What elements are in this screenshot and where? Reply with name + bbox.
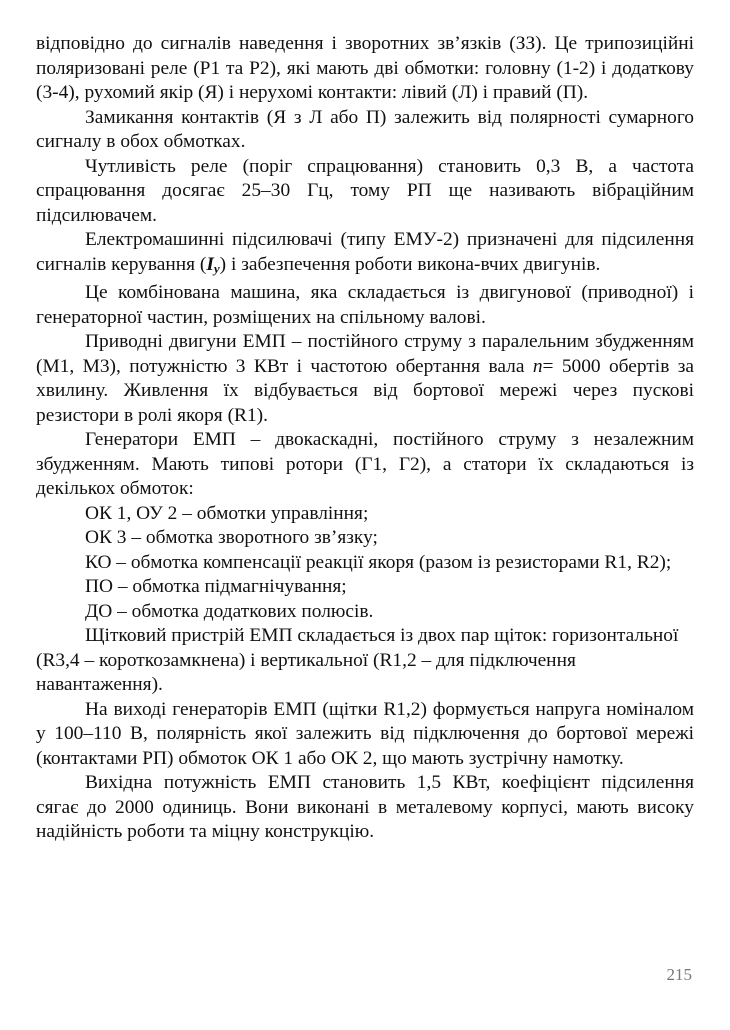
text-segment: Приводні двигуни ЕМП – постійного струму з паралельним збудженням (М1, М3), потужністю 3 КВт і частотою обертання вала bbox=[36, 331, 694, 377]
paragraph-emu-amplifiers bbox=[36, 228, 694, 281]
text-segment: ) і забезпечення роботи викона-вчих двигунів. bbox=[219, 253, 601, 275]
list-item-winding: ОК 3 – обмотка зворотного зв’язку; bbox=[85, 527, 378, 548]
page-number: 215 bbox=[666, 965, 692, 984]
list-item-winding: ПО – обмотка підмагнічування; bbox=[85, 576, 347, 597]
page-body bbox=[36, 32, 694, 845]
symbol-rotation-speed: n bbox=[532, 355, 543, 377]
paragraph-contact-closing: Замикання контактів (Я з Л або П) залежить від полярності сумарного сигналу в обох обмотках. bbox=[36, 106, 694, 152]
paragraph-relay-sensitivity: Чутливість реле (поріг спрацювання) становить 0,3 В, а частота спрацювання досягає 25–30 Гц, тому РП ще називають вібраційним підсилювачем. bbox=[36, 155, 694, 226]
text-segment: = 5000 обертів за хвилину. Живлення їх відбувається від бортової мережі через пускові резистори в ролі якоря (R1). bbox=[36, 355, 694, 426]
paragraph-generators: Генератори ЕМП – двокаскадні, постійного струму з незалежним збудженням. Мають типові ротори (Г1, Г2), а статори їх складаються із декількох обмоток: bbox=[36, 429, 694, 499]
paragraph-output-power: Вихідна потужність ЕМП становить 1,5 КВт, коефіцієнт підсилення сягає до 2000 одиниць. Вони виконані в металевому корпусі, мають високу надійність роботи та міцну конструкцію. bbox=[36, 772, 694, 842]
symbol-control-current: I bbox=[206, 253, 214, 275]
text-segment: Електромашинні підсилювачі (типу ЕМУ-2) призначені для підсилення сигналів керування ( bbox=[36, 229, 694, 275]
paragraph-brush-device: Щітковий пристрій ЕМП складається із двох пар щіток: горизонтальної (R3,4 – короткозамкнена) і вертикальної (R1,2 – для підключення навантаження). bbox=[36, 625, 679, 695]
symbol-subscript: у bbox=[213, 260, 220, 276]
list-item-winding: ДО – обмотка додаткових полюсів. bbox=[85, 600, 374, 622]
list-item-winding: КО – обмотка компенсації реакції якоря (разом із резисторами R1, R2); bbox=[85, 551, 672, 573]
paragraph-output-voltage: На виході генераторів ЕМП (щітки R1,2) формується напруга номіналом у 100–110 В, полярність якої залежить від підключення до бортової мережі (контактами РП) обмоток ОК 1 або ОК 2, що мають зустрічну намотку. bbox=[36, 698, 694, 769]
paragraph-drive-motors bbox=[36, 330, 694, 428]
paragraph-combined-machine: Це комбінована машина, яка складається із двигунової (приводної) і генераторної частин, розміщених на спільному валові. bbox=[36, 282, 694, 328]
list-item-winding: ОК 1, ОУ 2 – обмотки управління; bbox=[85, 502, 369, 524]
paragraph-relay-description: відповідно до сигналів наведення і зворотних зв’язків (ЗЗ). Це трипозиційні поляризовані реле (Р1 та Р2), які мають дві обмотки: головну (1-2) і додаткову (3-4), рухомий якір (Я) і нерухомі контакти: лівий (Л) і правий (П). bbox=[36, 33, 694, 103]
